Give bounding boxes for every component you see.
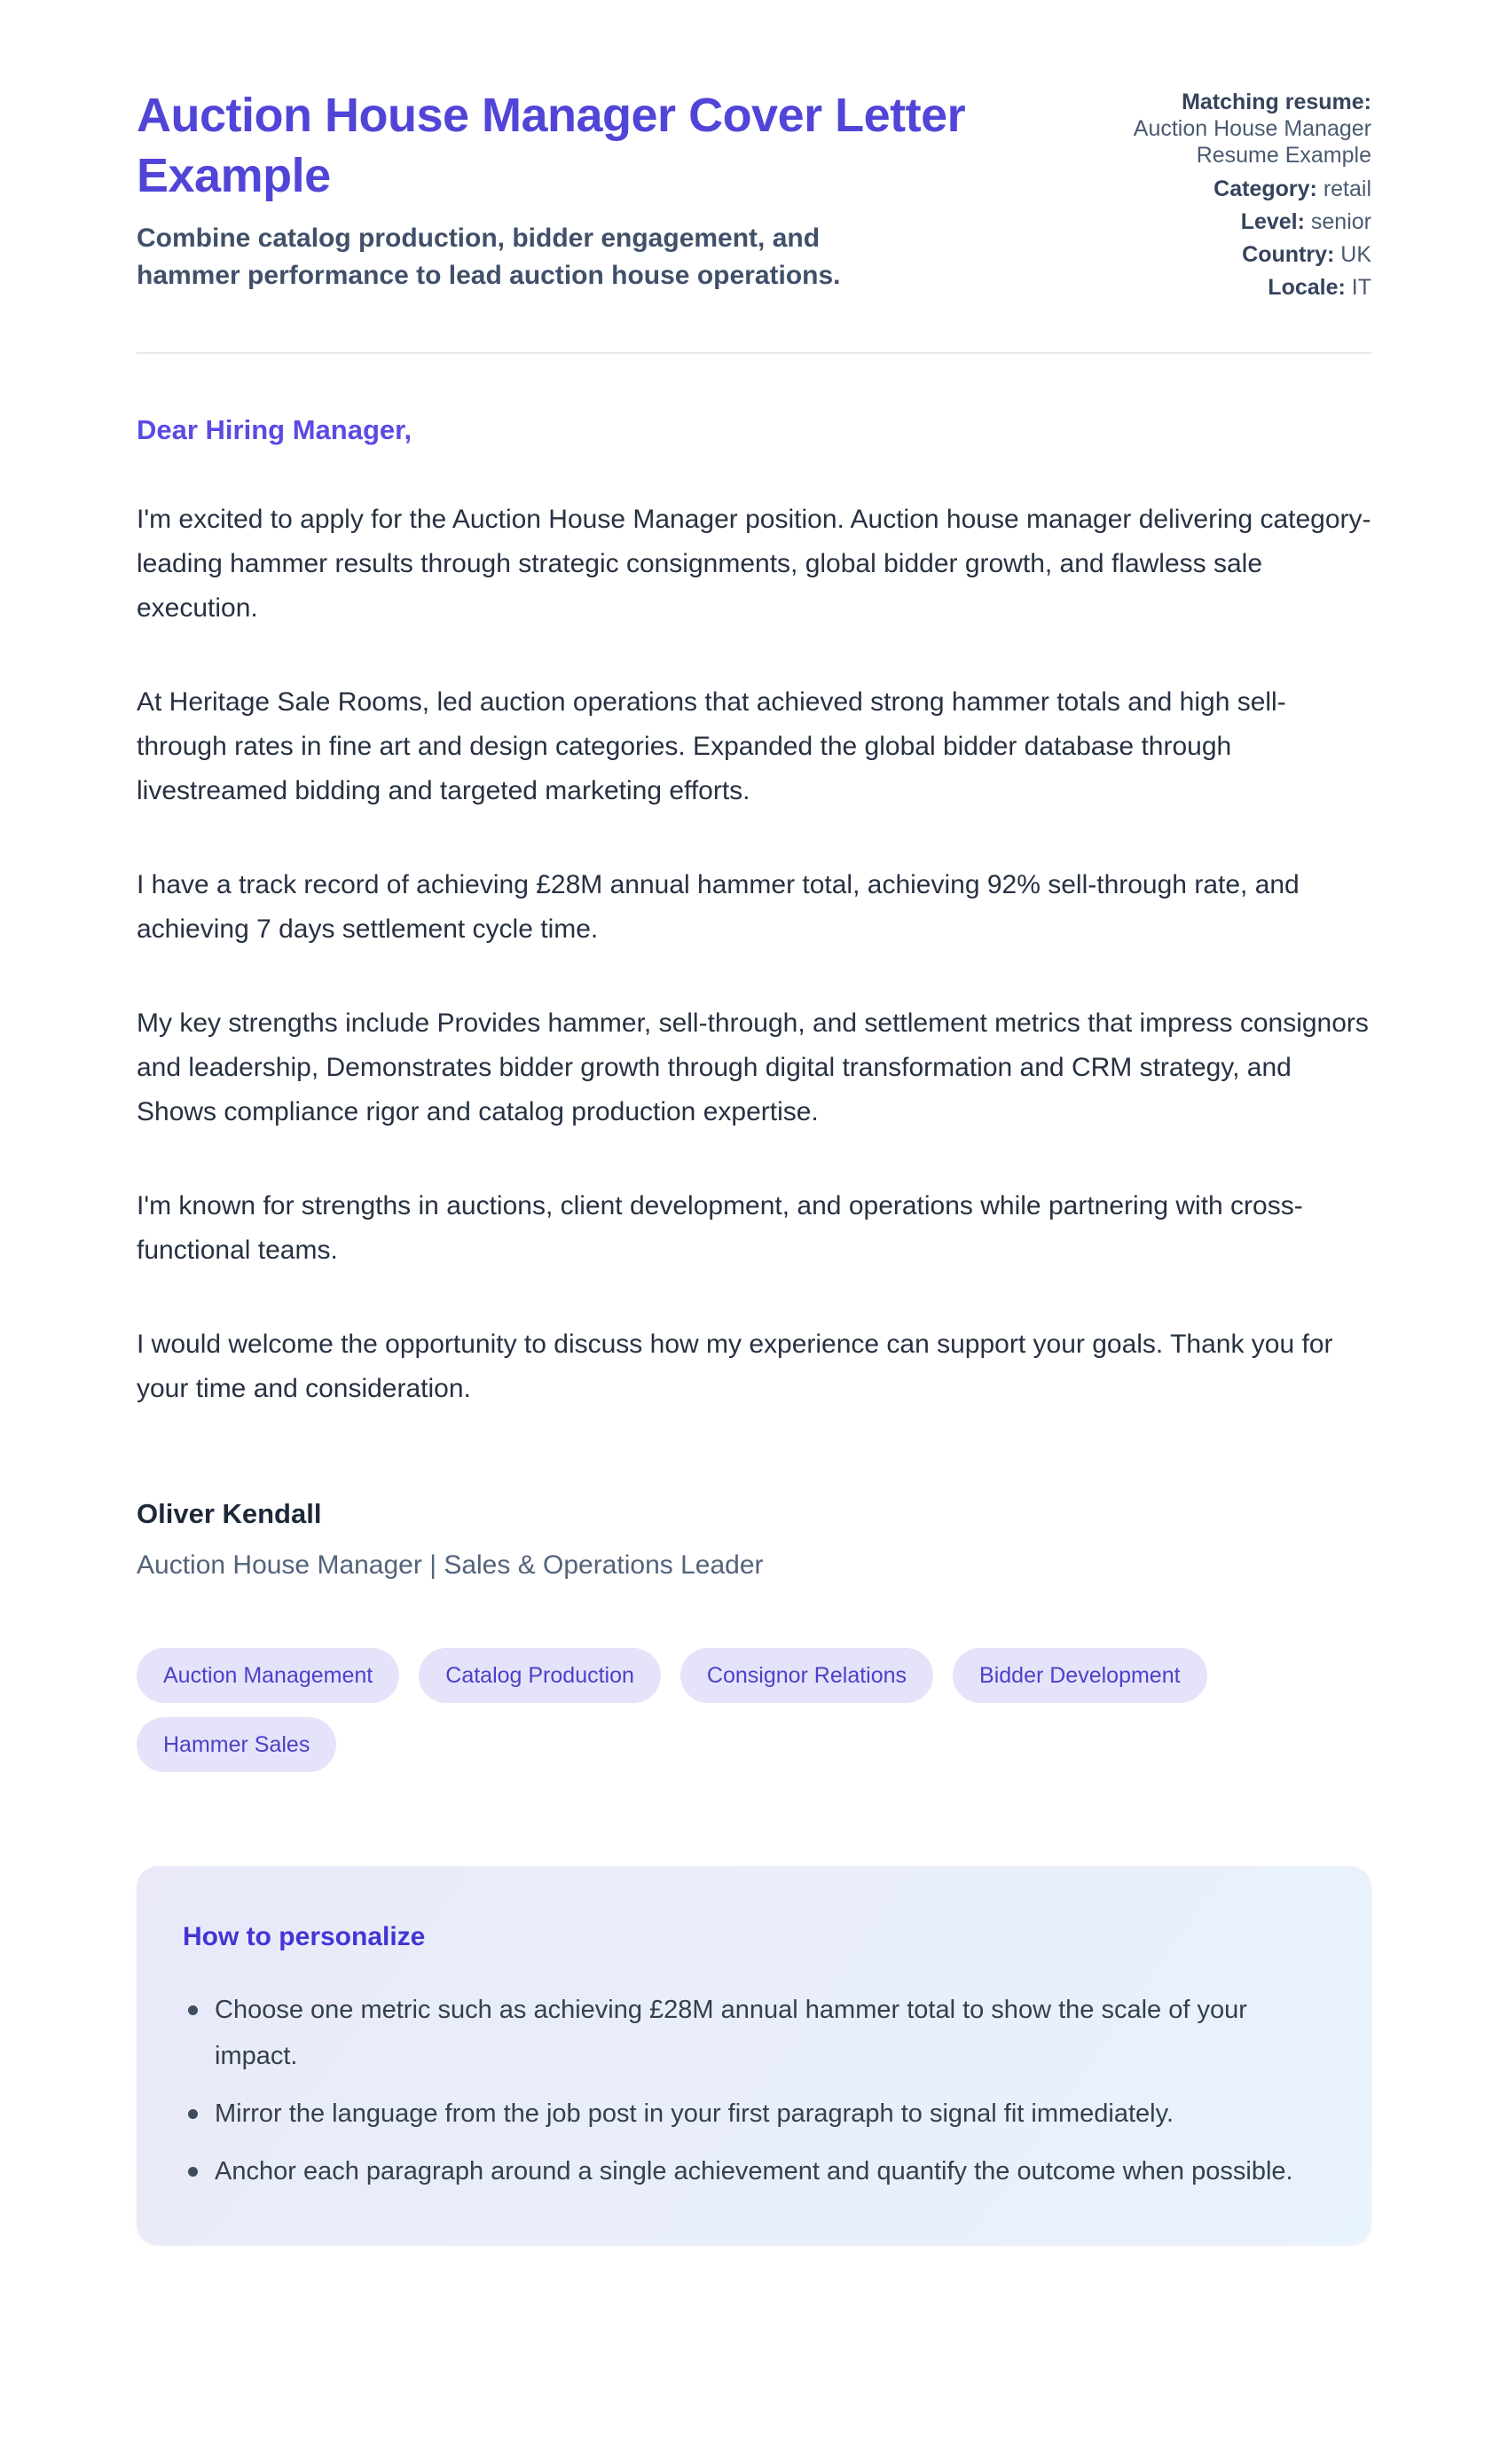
meta-level-value: senior	[1310, 209, 1371, 234]
letter-paragraph-5: I'm known for strengths in auctions, client development, and operations while partnering with cross-functional teams.	[137, 1191, 1303, 1265]
tip-item-2: Mirror the language from the job post in your first paragraph to signal fit immediately.	[215, 2091, 1306, 2137]
header-title-block	[137, 85, 1006, 294]
tip-card-title: How to personalize	[183, 1922, 426, 1951]
meta-category-label: Category:	[1213, 177, 1317, 201]
letter-paragraph-2: At Heritage Sale Rooms, led auction operations that achieved strong hammer totals and high sell-through rates in fine art and design categories. Expanded the global bidder database through livestreamed bidding and targeted marketing efforts.	[137, 687, 1286, 805]
meta-row-country	[1096, 241, 1371, 268]
tip-item-1: Choose one metric such as achieving £28M annual hammer total to show the scale of your impact.	[215, 1987, 1306, 2079]
meta-row-category	[1096, 176, 1371, 202]
meta-row-locale	[1096, 274, 1371, 301]
page-header	[137, 85, 1371, 301]
tag-pill-bidder-development[interactable]: Bidder Development	[953, 1648, 1207, 1703]
tag-pill-catalog-production[interactable]: Catalog Production	[419, 1648, 661, 1703]
meta-locale-label: Locale:	[1268, 275, 1346, 300]
cover-letter-page	[137, 0, 1371, 2245]
letter-paragraph-4: My key strengths include Provides hammer, sell-through, and settlement metrics that impress consignors and leadership, Demonstrates bidder growth through digital transformation and CRM strategy, and Shows compliance rigor and catalog production expertise.	[137, 1008, 1369, 1126]
matching-resume-label: Matching resume:	[1182, 90, 1371, 114]
meta-category-value: retail	[1323, 177, 1371, 201]
header-divider	[137, 352, 1371, 354]
letter-body	[137, 412, 1371, 2245]
tag-pill-hammer-sales[interactable]: Hammer Sales	[137, 1717, 336, 1772]
tip-list	[183, 1987, 1325, 2194]
tag-pill-auction-management[interactable]: Auction Management	[137, 1648, 399, 1703]
letter-paragraph-6: I would welcome the opportunity to discuss how my experience can support your goals. Thank you for your time and consideration.	[137, 1330, 1333, 1403]
letter-paragraph-1: I'm excited to apply for the Auction House Manager position. Auction house manager delivering category-leading hammer results through strategic consignments, global bidder growth, and flawless sale execution.	[137, 505, 1371, 623]
signature-role: Auction House Manager | Sales & Operations Leader	[137, 1550, 764, 1580]
meta-locale-value: IT	[1351, 275, 1371, 300]
matching-resume-value: Auction House Manager Resume Example	[1133, 116, 1371, 168]
meta-level-label: Level:	[1240, 209, 1305, 234]
page-title: Auction House Manager Cover Letter Example	[137, 89, 966, 202]
meta-row-level	[1096, 208, 1371, 235]
meta-panel	[1096, 85, 1371, 301]
matching-resume	[1096, 89, 1371, 169]
skill-tags	[137, 1648, 1290, 1772]
meta-country-value: UK	[1340, 242, 1371, 267]
signature-name: Oliver Kendall	[137, 1498, 322, 1529]
letter-paragraph-3: I have a track record of achieving £28M annual hammer total, achieving 92% sell-through rate, and achieving 7 days settlement cycle time.	[137, 870, 1300, 944]
page-subtitle: Combine catalog production, bidder engagement, and hammer performance to lead auction house operations.	[137, 224, 841, 290]
letter-greeting: Dear Hiring Manager,	[137, 414, 412, 445]
how-to-personalize-card	[137, 1866, 1371, 2245]
meta-country-label: Country:	[1242, 242, 1335, 267]
tip-item-3: Anchor each paragraph around a single achievement and quantify the outcome when possible.	[215, 2148, 1306, 2194]
tag-pill-consignor-relations[interactable]: Consignor Relations	[680, 1648, 933, 1703]
